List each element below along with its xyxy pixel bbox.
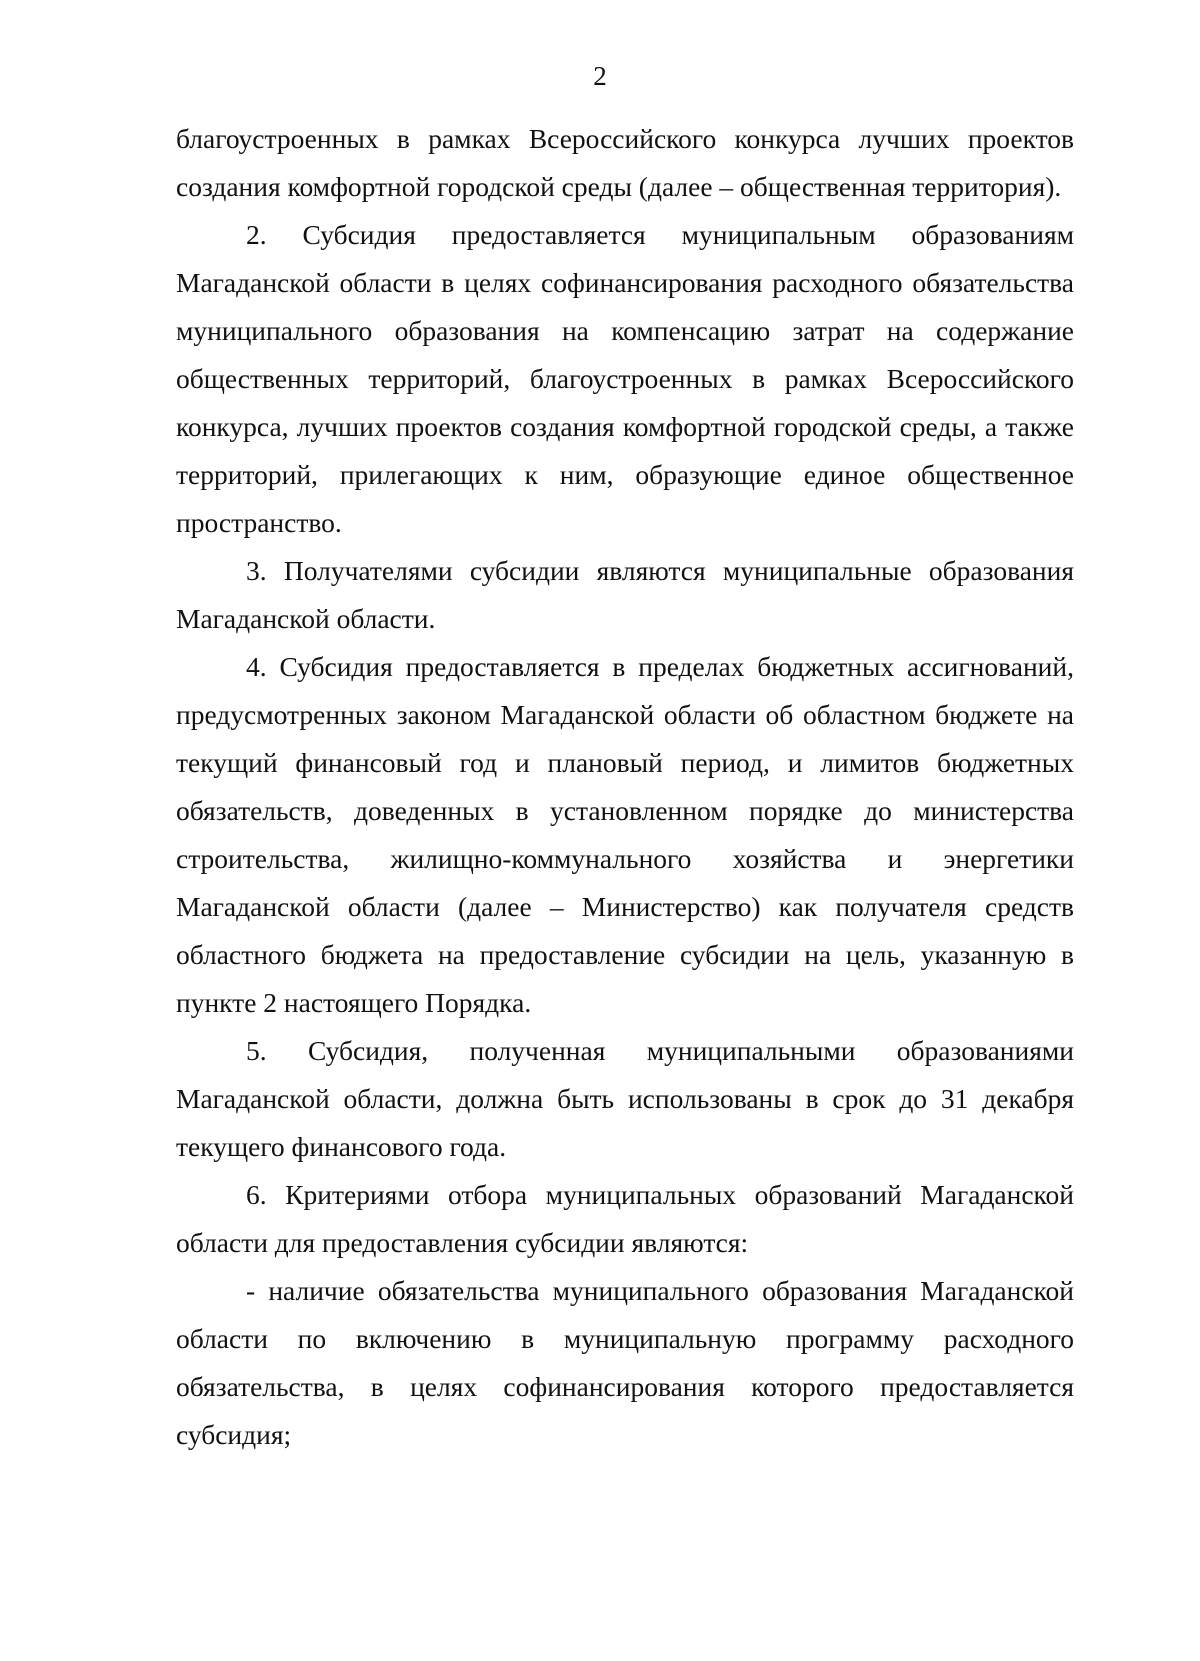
- paragraph-item-6: 6. Критериями отбора муниципальных образований Магаданской области для предоставления субсидии являются:: [176, 1179, 1074, 1258]
- page-number: 2: [593, 61, 607, 91]
- document-body: [176, 115, 1074, 1459]
- paragraph-item-5: 5. Субсидия, полученная муниципальными образованиями Магаданской области, должна быть использованы в срок до 31 декабря текущего финансового года.: [176, 1035, 1074, 1162]
- paragraph-item-3: 3. Получателями субсидии являются муниципальные образования Магаданской области.: [176, 555, 1074, 634]
- paragraph-continuation: благоустроенных в рамках Всероссийского конкурса лучших проектов создания комфортной городской среды (далее – общественная территория).: [176, 123, 1074, 202]
- paragraph-item-2: 2. Субсидия предоставляется муниципальным образованиям Магаданской области в целях софинансирования расходного обязательства муниципального образования на компенсацию затрат на содержание общественных территорий, благоустроенных в рамках Всероссийского конкурса, лучших проектов создания комфортной городской среды, а также территорий, прилегающих к ним, образующие единое общественное пространство.: [176, 219, 1074, 538]
- paragraph-item-6-criterion-1: - наличие обязательства муниципального образования Магаданской области по включению в муниципальную программу расходного обязательства, в целях софинансирования которого предоставляется субсидия;: [176, 1275, 1074, 1450]
- paragraph-item-4: 4. Субсидия предоставляется в пределах бюджетных ассигнований, предусмотренных законом Магаданской области об областном бюджете на текущий финансовый год и плановый период, и лимитов бюджетных обязательств, доведенных в установленном порядке до министерства строительства, жилищно-коммунального хозяйства и энергетики Магаданской области (далее – Министерство) как получателя средств областного бюджета на предоставление субсидии на цель, указанную в пункте 2 настоящего Порядка.: [176, 651, 1074, 1018]
